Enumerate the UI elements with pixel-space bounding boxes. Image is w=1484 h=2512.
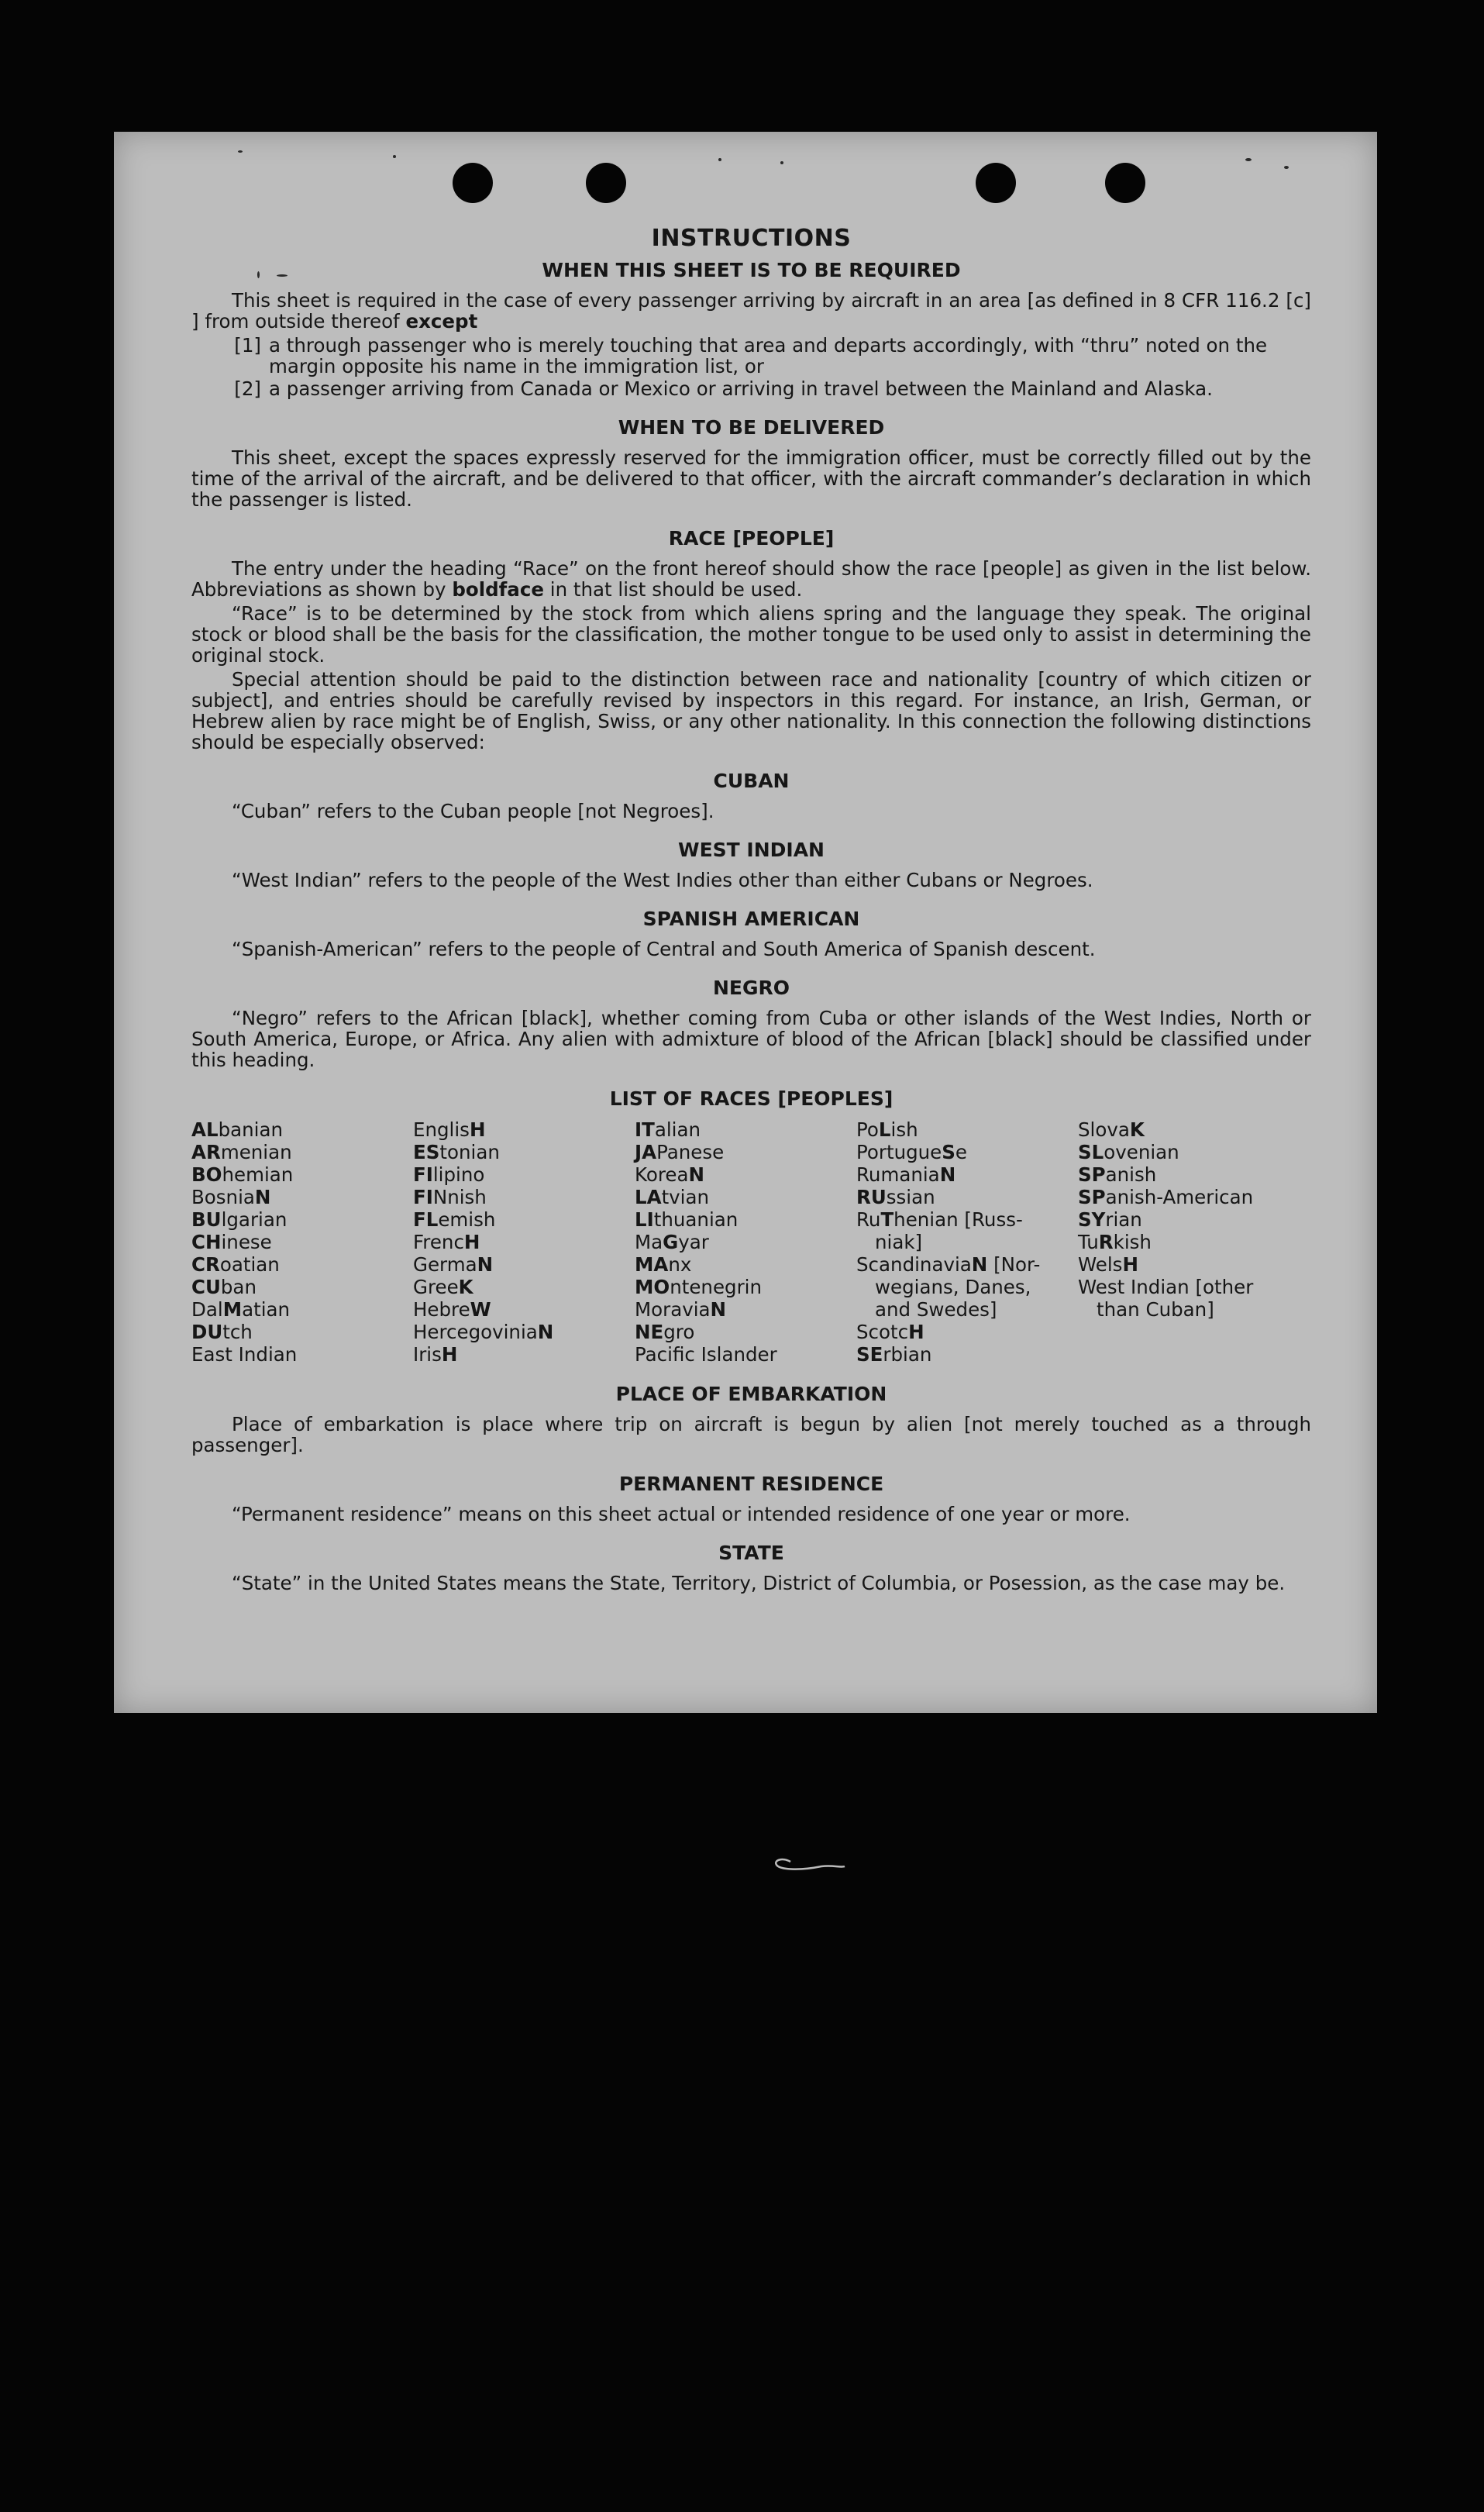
race-entry: CHinese bbox=[191, 1231, 272, 1253]
race-entry: NEgro bbox=[635, 1321, 695, 1343]
punch-hole bbox=[453, 163, 493, 203]
permanent-residence-text: “Permanent residence” means on this sheet actual or intended residence of one year or more. bbox=[232, 1503, 1131, 1525]
race-entry: RUssian bbox=[856, 1186, 935, 1208]
race-entry: ScotcH bbox=[856, 1321, 924, 1343]
race-entry: EStonian bbox=[413, 1141, 500, 1163]
film-scratch-mark bbox=[767, 1851, 860, 1874]
race-p1-after: in that list should be used. bbox=[549, 578, 803, 601]
embarkation-text: Place of embarkation is place where trip on aircraft is begun by alien [not merely touched as a through passenger]. bbox=[191, 1413, 1311, 1456]
race-entry: HebreW bbox=[413, 1298, 491, 1321]
race-entry: IrisH bbox=[413, 1343, 458, 1366]
speck bbox=[718, 158, 721, 161]
negro-text: “Negro” refers to the African [black], whether coming from Cuba or other islands of the West Indies, North or South America, Europe, or Africa. Any alien with admixture of blood of the African [black] should be classified under this heading. bbox=[191, 1007, 1311, 1071]
race-entry: niak] bbox=[875, 1231, 923, 1253]
race-entry: MaGyar bbox=[635, 1231, 709, 1253]
race-entry: WelsH bbox=[1078, 1253, 1138, 1276]
race-entry: EnglisH bbox=[413, 1118, 486, 1141]
punch-hole bbox=[586, 163, 626, 203]
permanent-residence-heading: PERMANENT RESIDENCE bbox=[618, 1473, 884, 1495]
race-entry: RuThenian [Russ- bbox=[856, 1208, 1023, 1231]
race-column bbox=[1078, 1118, 1311, 1366]
speck bbox=[780, 161, 783, 164]
race-column bbox=[635, 1118, 856, 1366]
when-required-intro-bold: except bbox=[405, 310, 478, 333]
race-entry: SErbian bbox=[856, 1343, 932, 1366]
race-entry: wegians, Danes, bbox=[875, 1276, 1031, 1298]
when-delivered-text: This sheet, except the spaces expressly reserved for the immigration officer, must be correctly filled out by the time of the arrival of the aircraft, and be delivered to that officer, with the aircraft commander’s declaration in which the passenger is listed. bbox=[191, 446, 1311, 511]
race-column bbox=[856, 1118, 1078, 1366]
race-entry: MAnx bbox=[635, 1253, 692, 1276]
when-required-intro-text: This sheet is required in the case of every passenger arriving by aircraft in an area [as defined in 8 CFR 116.2 [c] ] from outside thereof bbox=[191, 289, 1311, 333]
race-entry: LAtvian bbox=[635, 1186, 710, 1208]
exception-text: a through passenger who is merely touching that area and departs accordingly, with “thru” noted on the margin opposite his name in the immigration list, or bbox=[269, 334, 1268, 377]
race-entry: FINnish bbox=[413, 1186, 487, 1208]
race-entry: BosniaN bbox=[191, 1186, 271, 1208]
exception-item bbox=[191, 335, 1311, 377]
race-entry: SPanish-American bbox=[1078, 1186, 1254, 1208]
race-entry: SLovenian bbox=[1078, 1141, 1179, 1163]
cuban-text: “Cuban” refers to the Cuban people [not Negroes]. bbox=[232, 800, 714, 822]
race-entry: GreeK bbox=[413, 1276, 473, 1298]
race-entry: SYrian bbox=[1078, 1208, 1142, 1231]
race-entry: ITalian bbox=[635, 1118, 701, 1141]
race-paragraph-3: Special attention should be paid to the distinction between race and nationality [country of which citizen or subject], and entries should be carefully revised by inspectors in this regard. For instance, an Irish, German, or Hebrew alien by race might be of English, Swiss, or any other nationality. In this connection the following distinctions should be especially observed: bbox=[191, 668, 1311, 753]
race-entry: and Swedes] bbox=[875, 1298, 997, 1321]
race-entry: HercegoviniaN bbox=[413, 1321, 554, 1343]
negro-heading: NEGRO bbox=[712, 977, 790, 999]
race-entry: KoreaN bbox=[635, 1163, 704, 1186]
race-entry: DalMatian bbox=[191, 1298, 291, 1321]
race-entry: FLemish bbox=[413, 1208, 496, 1231]
race-entry: CUban bbox=[191, 1276, 257, 1298]
race-heading: RACE [PEOPLE] bbox=[668, 527, 835, 550]
races-list-heading: LIST OF RACES [PEOPLES] bbox=[609, 1087, 893, 1110]
race-p1-bold: boldface bbox=[452, 578, 544, 601]
embarkation-heading: PLACE OF EMBARKATION bbox=[615, 1383, 887, 1405]
speck bbox=[238, 150, 243, 153]
document-page bbox=[114, 132, 1377, 1713]
state-heading: STATE bbox=[718, 1542, 784, 1564]
punch-hole bbox=[976, 163, 1016, 203]
spanish-american-text: “Spanish-American” refers to the people of Central and South America of Spanish descent. bbox=[232, 938, 1096, 960]
page-title: INSTRUCTIONS bbox=[651, 225, 852, 252]
race-entry: BOhemian bbox=[191, 1163, 294, 1186]
race-column bbox=[413, 1118, 635, 1366]
race-entry: MOntenegrin bbox=[635, 1276, 762, 1298]
race-entry: FIlipino bbox=[413, 1163, 485, 1186]
race-entry: SPanish bbox=[1078, 1163, 1157, 1186]
race-entry: than Cuban] bbox=[1097, 1298, 1214, 1321]
race-entry: East Indian bbox=[191, 1343, 298, 1366]
race-entry: BUlgarian bbox=[191, 1208, 288, 1231]
spanish-american-heading: SPANISH AMERICAN bbox=[642, 908, 860, 930]
race-entry: DUtch bbox=[191, 1321, 253, 1343]
race-entry: CRoatian bbox=[191, 1253, 280, 1276]
race-column bbox=[191, 1118, 413, 1366]
races-list bbox=[191, 1118, 1311, 1366]
race-entry: FrencH bbox=[413, 1231, 480, 1253]
race-paragraph-2: “Race” is to be determined by the stock from which aliens spring and the language they speak. The original stock or blood shall be the basis for the classification, the mother tongue to be used only to assist in determining the original stock. bbox=[191, 602, 1311, 667]
race-paragraph-1 bbox=[191, 558, 1311, 600]
race-entry: TuRkish bbox=[1078, 1231, 1152, 1253]
race-entry: GermaN bbox=[413, 1253, 494, 1276]
when-delivered-heading: WHEN TO BE DELIVERED bbox=[618, 416, 885, 439]
race-entry: MoraviaN bbox=[635, 1298, 727, 1321]
exception-number: [2] bbox=[234, 377, 261, 400]
race-entry: West Indian [other bbox=[1078, 1276, 1254, 1298]
race-entry: LIthuanian bbox=[635, 1208, 739, 1231]
cuban-heading: CUBAN bbox=[713, 770, 790, 792]
exception-text: a passenger arriving from Canada or Mexico or arriving in travel between the Mainland and Alaska. bbox=[269, 377, 1213, 400]
punch-hole bbox=[1105, 163, 1145, 203]
state-text: “State” in the United States means the State, Territory, District of Columbia, or Posession, as the case may be. bbox=[232, 1572, 1286, 1594]
race-p1-before: The entry under the heading “Race” on the front hereof should show the race [people] as given in the list below. Abbreviations as shown by bbox=[191, 557, 1311, 601]
exception-item bbox=[191, 378, 1311, 399]
race-entry: SlovaK bbox=[1078, 1118, 1145, 1141]
race-entry: JAPanese bbox=[635, 1141, 725, 1163]
west-indian-heading: WEST INDIAN bbox=[678, 839, 825, 861]
race-entry: Pacific Islander bbox=[635, 1343, 777, 1366]
west-indian-text: “West Indian” refers to the people of the West Indies other than either Cubans or Negroes. bbox=[232, 869, 1093, 891]
instructions-content bbox=[191, 225, 1311, 1597]
exception-number: [1] bbox=[234, 334, 261, 357]
race-entry: RumaniaN bbox=[856, 1163, 956, 1186]
when-required-heading: WHEN THIS SHEET IS TO BE REQUIRED bbox=[542, 259, 961, 281]
speck bbox=[393, 155, 396, 158]
speck bbox=[1245, 158, 1252, 161]
race-entry: ARmenian bbox=[191, 1141, 292, 1163]
when-required-intro bbox=[191, 290, 1311, 332]
race-entry: ScandinaviaN [Nor- bbox=[856, 1253, 1041, 1276]
race-entry: PoLish bbox=[856, 1118, 918, 1141]
race-entry: PortugueSe bbox=[856, 1141, 967, 1163]
speck bbox=[1284, 166, 1289, 169]
race-entry: ALbanian bbox=[191, 1118, 284, 1141]
